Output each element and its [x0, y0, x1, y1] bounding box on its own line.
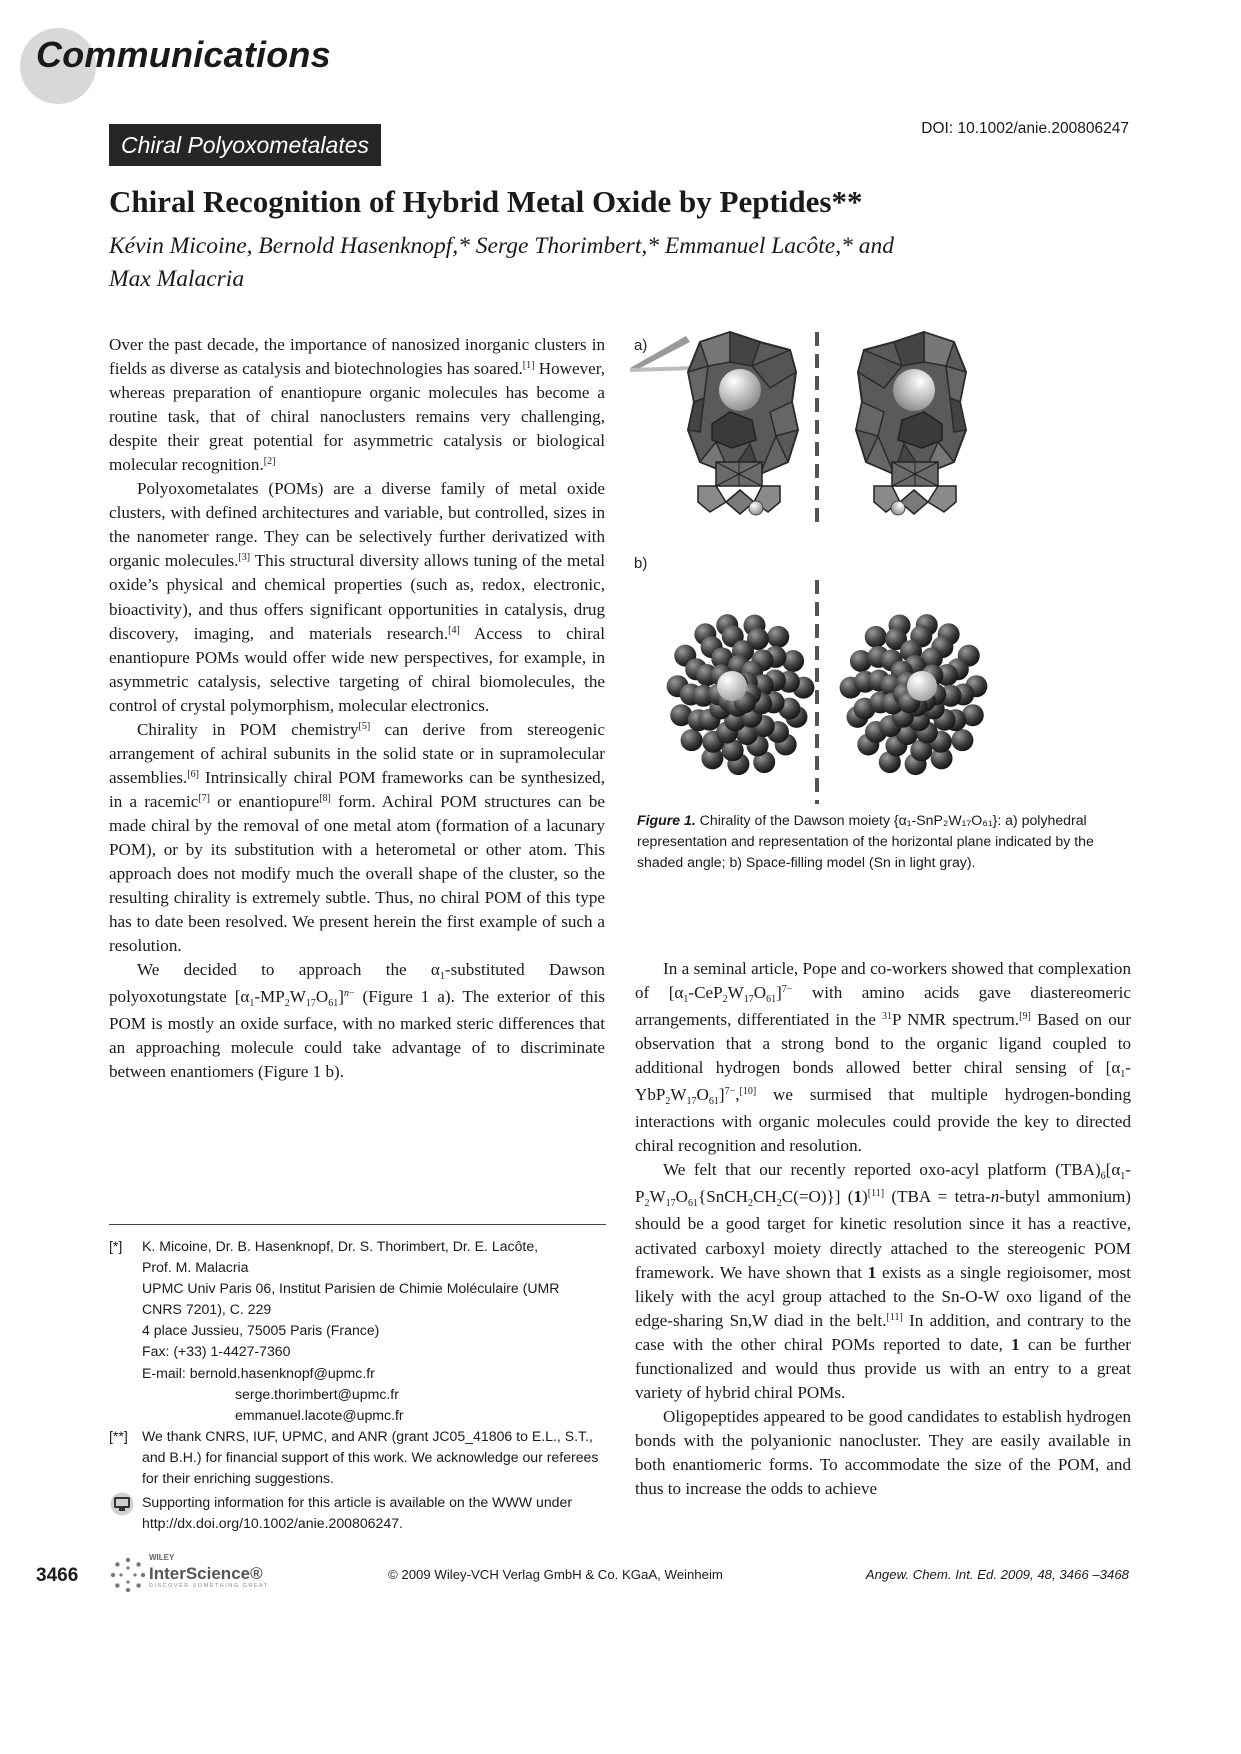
interscience-logo-icon [109, 1556, 147, 1594]
figure-caption-text: Chirality of the Dawson moiety {α₁-SnP₂W₁₇O₆₁}: a) polyhedral representation and representation of the horizontal plane indicated by the shaded angle; b) Space-filling model (Sn in light gray). [637, 812, 1094, 871]
oxygen-atom [681, 729, 703, 751]
footnote-mark: [*] [109, 1238, 123, 1254]
footnote-line: Prof. M. Malacria [142, 1259, 249, 1276]
acknowledgement-text: We thank CNRS, IUF, UPMC, and ANR (grant JC05_41806 to E.L., S.T., and B.H.) for financial support of this work. We acknowledge our referees for their enriching suggestions. [142, 1428, 599, 1487]
footnote-mark: [**] [109, 1428, 128, 1444]
oxygen-atom [865, 626, 887, 648]
authors-line-1: Kévin Micoine, Bernold Hasenknopf,* Serge Thorimbert,* Emmanuel Lacôte,* and [109, 233, 894, 259]
figure-1-dawson-models [634, 332, 1130, 812]
email-link[interactable]: serge.thorimbert@upmc.fr [235, 1385, 399, 1402]
author-affiliation-footnote [109, 1236, 606, 1426]
supporting-info-link[interactable]: Supporting information for this article is available on the WWW under http://dx.doi.org/10.1002/anie.200806247. [142, 1494, 573, 1532]
authors-line-2: Max Malacria [109, 266, 245, 292]
doi[interactable]: DOI: 10.1002/anie.200806247 [921, 120, 1129, 137]
email-link[interactable]: emmanuel.lacote@upmc.fr [235, 1406, 404, 1423]
footnote-line: Fax: (+33) 1-4427-7360 [142, 1343, 291, 1360]
panel-b-label: b) [634, 555, 648, 572]
paragraph: Chirality in POM chemistry[5] can derive from stereogenic arrangement of achiral subunits in the solid state or in supramolecular assemblies.[6] Intrinsically chiral POM frameworks can be synthesized, in a racemic[7] or enantiopure[8] form. Achiral POM structures can be made chiral by the removal of one metal atom (formation of a lacunary POM), or by its substitution with a heterometal or other atom. This approach does not modify much the overall shape of the cluster, so the resulting chirality is extremely subtle. Thus, no chiral POM of this type has to date been resolved. We present herein the first example of such a resolution. [109, 719, 605, 956]
article-title: Chiral Recognition of Hybrid Metal Oxide by Peptides** [109, 184, 863, 219]
figure-caption-label: Figure 1. [637, 812, 696, 828]
footnote-line: 4 place Jussieu, 75005 Paris (France) [142, 1322, 380, 1339]
paragraph: In a seminal article, Pope and co-workers showed that complexation of $[\alpha_1-CeP_2W_{17}O_{61}]^{7-}$ with amino acids gave diastereomeric arrangements, differentiated in the $^{31}$P NMR spectrum.[9] Based on our observation that a strong bond to the organic ligand coupled to additional hydrogen bonds allowed better chiral sensing of $[\alpha_1-YbP_2W_{17}O_{61}]^{7-},[10]$ we surmised that multiple hydrogen-bonding interactions with organic molecules could provide the key to directed chiral recognition and resolution. [635, 959, 1132, 1156]
page-number: 3466 [36, 1565, 79, 1586]
oxygen-atom [767, 626, 789, 648]
figure-caption [637, 810, 1107, 874]
panel-a-label: a) [634, 337, 648, 354]
email-line[interactable]: E-mail: bernold.hasenknopf@upmc.fr [142, 1364, 375, 1381]
space-filling-model-left [667, 614, 815, 775]
tin-atom [717, 671, 747, 701]
paragraph: Over the past decade, the importance of nanosized inorganic clusters in fields as diverse as catalysis and biotechnologies has soared.[1] However, whereas preparation of enantiopure organic molecules has become a routine task, that of chiral nanoclusters remains very challenging, despite their great potential for asymmetric catalysis or biological molecular recognition.[2] [109, 335, 605, 475]
footnote-separator [109, 1224, 606, 1225]
footnote-line: K. Micoine, Dr. B. Hasenknopf, Dr. S. Thorimbert, Dr. E. Lacôte, [142, 1238, 539, 1254]
logo-tagline: DISCOVER SOMETHING GREAT [149, 1583, 269, 1589]
supporting-info-footnote [109, 1492, 606, 1534]
acknowledgement-footnote [109, 1426, 606, 1489]
oxygen-atom [951, 729, 973, 751]
author-list [109, 230, 1069, 296]
footnote-line: CNRS 7201), C. 229 [142, 1301, 272, 1318]
tin-atom [907, 671, 937, 701]
body-text-right-column [635, 957, 1131, 1501]
paragraph: We felt that our recently reported oxo-acyl platform $(TBA)_6[\alpha_1-P_2W_{17}O_{61}\{SnCH_2CH_2C(=O)\}]$ (1)[11] (TBA = tetra-n-butyl ammonium) should be a good target for kinetic resolution since it has a reactive, activated carboxyl moiety directly attached to the stereogenic POM framework. We have shown that 1 exists as a single regioisomer, most likely with the acyl group attached to the Sn-O-W oxo ligand of the edge-sharing Sn,W diad in the belt.[11] In addition, and contrary to the case with the other chiral POMs reported to date, 1 can be further functionalized and would thus provide us with an entry to a great variety of hybrid chiral POMs. [635, 1160, 1131, 1402]
monitor-icon [109, 1492, 135, 1516]
topic-label: Chiral Polyoxometalates [109, 124, 381, 166]
paragraph: We decided to approach the $\alpha_1$-substituted Dawson polyoxotungstate $[\alpha_1-MP_2W_{17}O_{61}]^{n-}$ (Figure 1 a). The exterior of this POM is mostly an oxide surface, with no marked steric differences that an approaching molecule could take advantage of to discriminate between enantiomers (Figure 1 b). [109, 960, 605, 1082]
journal-citation: Angew. Chem. Int. Ed. 2009, 48, 3466 –3468 [865, 1567, 1129, 1582]
paragraph: Oligopeptides appeared to be good candidates to establish hydrogen bonds with the polyanionic nanocluster. They are easily available in both enantiomeric forms. To accommodate the size of the POM, and thus to increase the odds to achieve [635, 1406, 1131, 1498]
polyhedral-model-right [856, 332, 966, 474]
logo-name: InterScience® [149, 1564, 263, 1583]
copyright-notice: © 2009 Wiley-VCH Verlag GmbH & Co. KGaA, Weinheim [388, 1567, 723, 1582]
logo-brand: WILEY [149, 1553, 175, 1562]
paragraph: Polyoxometalates (POMs) are a diverse family of metal oxide clusters, with defined architectures and variable, but controlled, sizes in the nanometer range. They can be selectively further derivatized with organic molecules.[3] This structural diversity allows tuning of the metal oxide’s physical and chemical properties (such as, redox, electronic, bioactivity), and thus offers significant opportunities in catalysis, drug discovery, imaging, and materials research.[4] Access to chiral enantiopure POMs would offer wide new perspectives, for example, in asymmetric catalysis, selective targeting of chiral biomolecules, the control of crystal polymorphism, molecular electronics. [109, 479, 605, 715]
section-title: Communications [36, 34, 331, 75]
polyhedral-model-left [688, 332, 798, 474]
space-filling-model-right [840, 614, 988, 775]
body-text-left-column [109, 333, 605, 1084]
footnote-line: UPMC Univ Paris 06, Institut Parisien de Chimie Moléculaire (UMR [142, 1280, 560, 1297]
